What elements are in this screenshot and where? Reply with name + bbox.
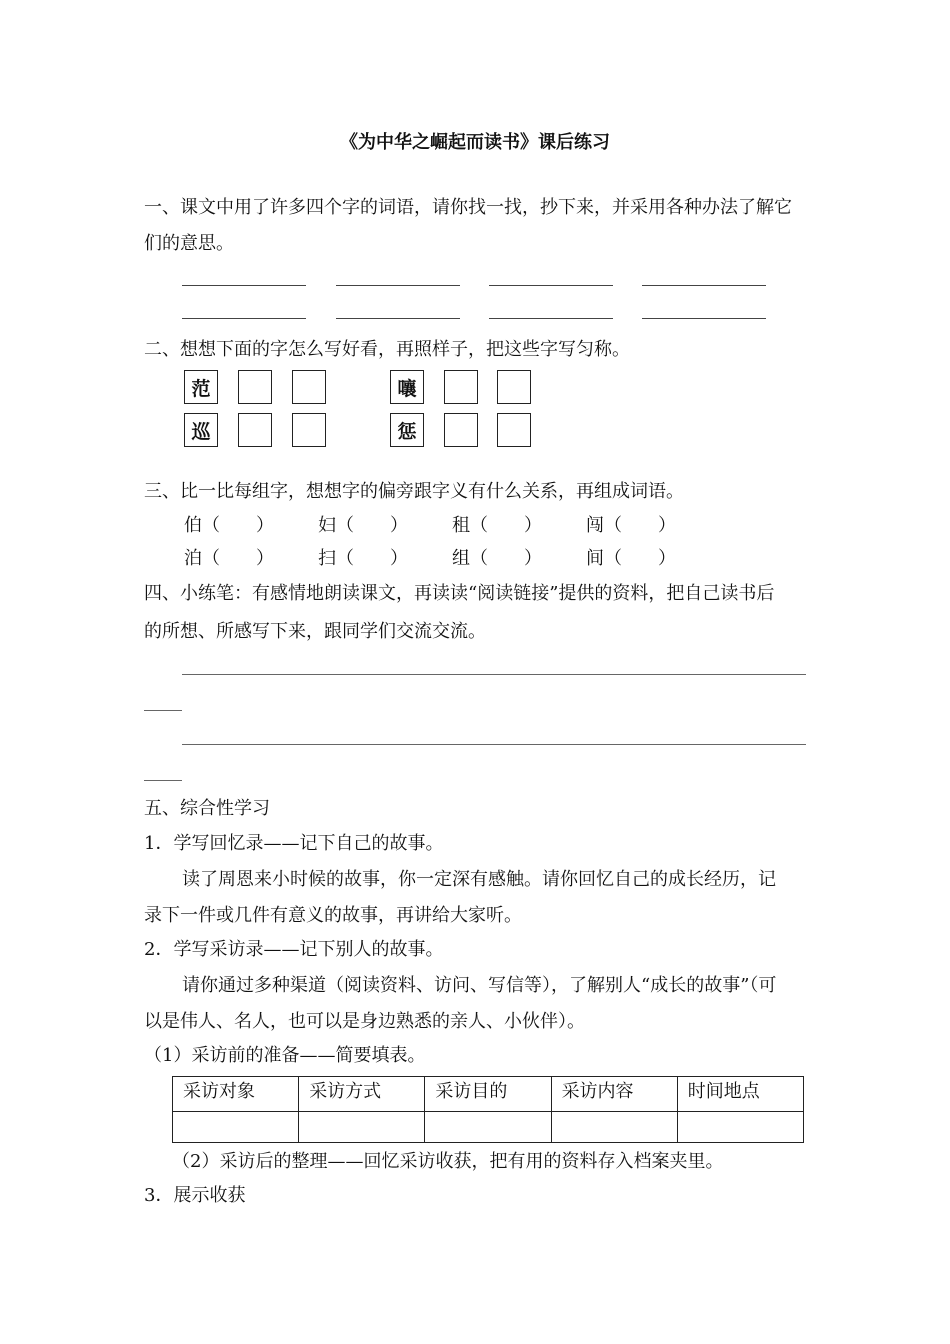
writing-line-continuation[interactable] <box>144 710 182 711</box>
sample-char-box: 惩 <box>390 413 424 447</box>
sample-char-box: 巡 <box>184 413 218 447</box>
table-cell-input[interactable] <box>551 1112 677 1143</box>
writing-line[interactable] <box>182 744 806 745</box>
sample-char-box: 范 <box>184 370 218 404</box>
q4-line1: 四、小练笔：有感情地朗读课文，再读读“阅读链接”提供的资料，把自己读书后 <box>144 583 775 604</box>
answer-blank[interactable] <box>642 285 766 286</box>
word-group-item[interactable]: 伯（ ） <box>184 515 274 536</box>
answer-blank[interactable] <box>182 318 306 319</box>
q5-item2-line2: 以是伟人、名人，也可以是身边熟悉的亲人、小伙伴）。 <box>144 1011 585 1032</box>
table-cell-input[interactable] <box>299 1112 425 1143</box>
word-group-item[interactable]: 闯（ ） <box>586 515 676 536</box>
table-row <box>173 1112 804 1143</box>
word-group-item[interactable]: 妇（ ） <box>318 515 408 536</box>
q2-text: 二、想想下面的字怎么写好看，再照样子，把这些字写匀称。 <box>144 339 630 360</box>
q5-item3-title: 3．展示收获 <box>144 1185 246 1206</box>
answer-blank[interactable] <box>489 318 613 319</box>
q5-sub1: （1）采访前的准备——简要填表。 <box>144 1045 426 1066</box>
answer-blank[interactable] <box>182 285 306 286</box>
q1-line2: 们的意思。 <box>144 233 234 254</box>
table-header-cell: 时间地点 <box>677 1077 803 1112</box>
word-group-item[interactable]: 租（ ） <box>452 515 542 536</box>
q5-item2-title: 2．学写采访录——记下别人的故事。 <box>144 939 444 960</box>
writing-line[interactable] <box>182 674 806 675</box>
q4-line2: 的所想、所感写下来，跟同学们交流交流。 <box>144 621 486 642</box>
sample-char-box: 嚷 <box>390 370 424 404</box>
word-group-item[interactable]: 组（ ） <box>452 548 542 569</box>
writing-box[interactable] <box>497 413 531 447</box>
answer-blank[interactable] <box>336 285 460 286</box>
writing-box[interactable] <box>444 413 478 447</box>
q5-item2-line1: 请你通过多种渠道（阅读资料、访问、写信等），了解别人“成长的故事”（可 <box>182 975 777 996</box>
table-cell-input[interactable] <box>173 1112 299 1143</box>
page-title: 《为中华之崛起而读书》课后练习 <box>340 132 610 153</box>
table-header-cell: 采访方式 <box>299 1077 425 1112</box>
q5-heading: 五、综合性学习 <box>144 798 270 819</box>
writing-box[interactable] <box>238 370 272 404</box>
q1-line1: 一、课文中用了许多四个字的词语，请你找一找，抄下来，并采用各种办法了解它 <box>144 197 792 218</box>
answer-blank[interactable] <box>489 285 613 286</box>
q3-text: 三、比一比每组字，想想字的偏旁跟字义有什么关系，再组成词语。 <box>144 481 684 502</box>
table-cell-input[interactable] <box>677 1112 803 1143</box>
writing-line-continuation[interactable] <box>144 780 182 781</box>
q5-item1-line2: 录下一件或几件有意义的故事，再讲给大家听。 <box>144 905 522 926</box>
word-group-item[interactable]: 扫（ ） <box>318 548 408 569</box>
writing-box[interactable] <box>292 370 326 404</box>
writing-box[interactable] <box>444 370 478 404</box>
answer-blank[interactable] <box>336 318 460 319</box>
writing-box[interactable] <box>238 413 272 447</box>
q5-sub2: （2）采访后的整理——回忆采访收获，把有用的资料存入档案夹里。 <box>172 1151 724 1172</box>
q5-item1-title: 1．学写回忆录——记下自己的故事。 <box>144 833 444 854</box>
answer-blank[interactable] <box>642 318 766 319</box>
table-header-cell: 采访对象 <box>173 1077 299 1112</box>
interview-table <box>172 1076 804 1143</box>
table-cell-input[interactable] <box>425 1112 551 1143</box>
q5-item1-line1: 读了周恩来小时候的故事，你一定深有感触。请你回忆自己的成长经历，记 <box>182 869 776 890</box>
table-header-cell: 采访内容 <box>551 1077 677 1112</box>
word-group-item[interactable]: 泊（ ） <box>184 548 274 569</box>
writing-box[interactable] <box>497 370 531 404</box>
word-group-item[interactable]: 间（ ） <box>586 548 676 569</box>
writing-box[interactable] <box>292 413 326 447</box>
table-header-cell: 采访目的 <box>425 1077 551 1112</box>
table-header-row <box>173 1077 804 1112</box>
